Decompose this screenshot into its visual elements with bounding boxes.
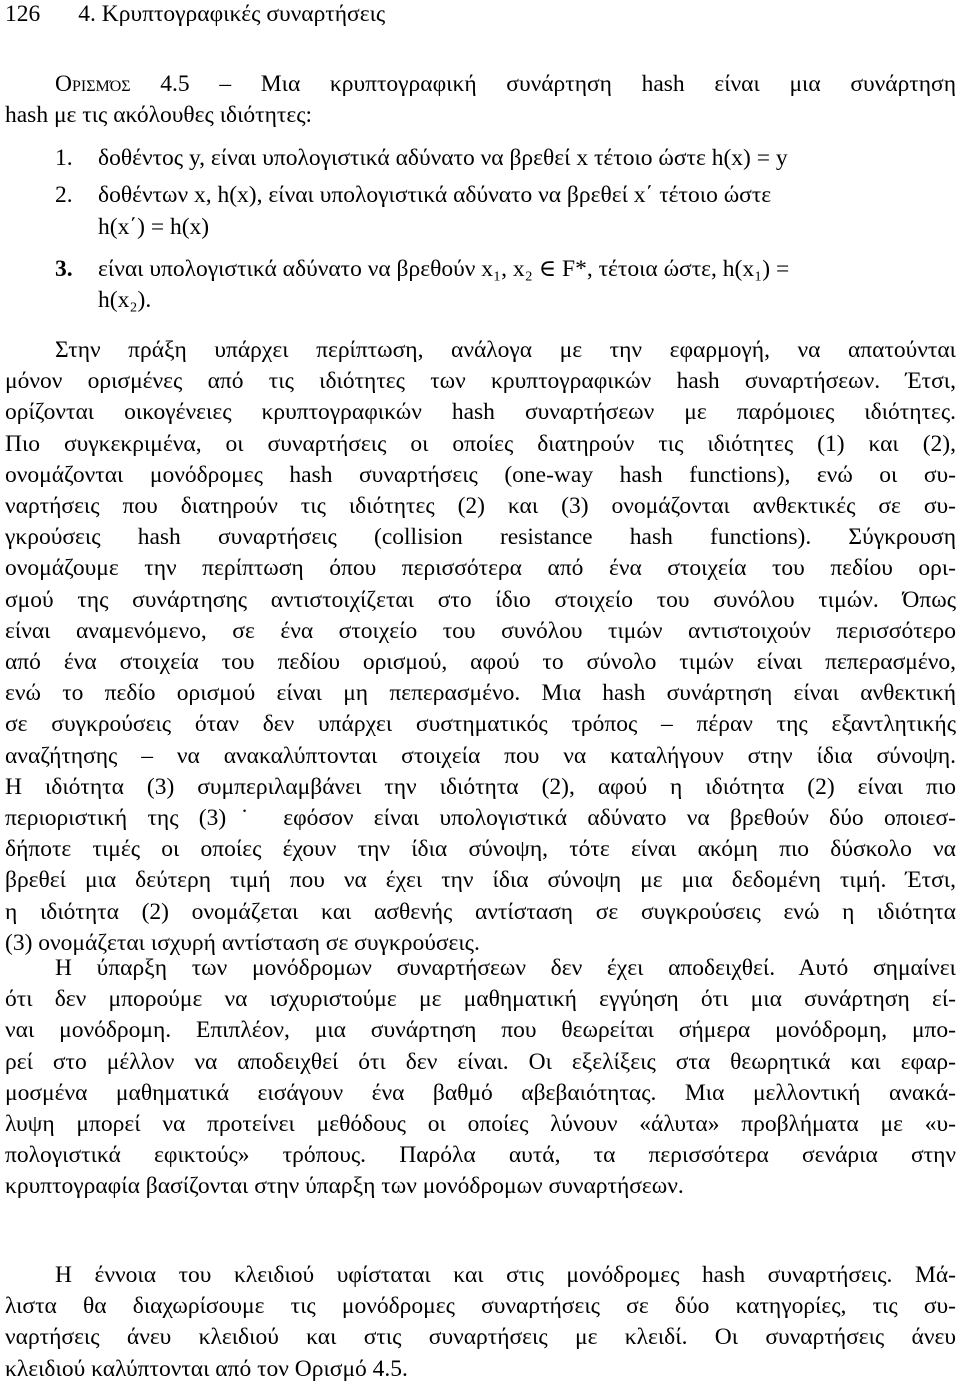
- text-line: Πιο συγκεκριμένα, οι συναρτήσεις οι οποίες διατηρούν τις ιδιότητες (1) και (2),: [5, 430, 956, 457]
- text-line: ενώ το πεδίο ορισμού είναι μη πεπερασμένο. Μια hash συνάρτηση είναι ανθεκτική: [5, 680, 956, 707]
- item-text: δοθέντων x, h(x), είναι υπολογιστικά αδύνατο να βρεθεί x΄ τέτοιο ώστε: [98, 182, 772, 208]
- text-line: Η ύπαρξη των μονόδρομων συναρτήσεων δεν έχει αποδειχθεί. Αυτό σημαίνει: [55, 955, 956, 981]
- text-line: ονομάζονται μονόδρομες hash συναρτήσεις (one-way hash functions), ενώ οι συ-: [5, 461, 956, 488]
- text-line: λιστα θα διαχωρίσουμε τις μονόδρομες συναρτήσεις σε δύο κατηγορίες, τις συ-: [5, 1293, 956, 1320]
- text-line: ναρτήσεις άνευ κλειδιού και στις συναρτήσεις με κλειδί. Οι συναρτήσεις άνευ: [5, 1324, 956, 1351]
- text-line: σε συγκρούσεις όταν δεν υπάρχει συστηματικός τρόπος – πέραν της εξαντλητικής: [5, 711, 956, 738]
- text-line: αναζήτησης – να ανακαλύπτονται στοιχεία που να καταλήγουν στην ίδια σύνοψη.: [5, 742, 956, 769]
- text-line: μοσμένα μαθηματικά εισάγουν ένα βαθμό αβεβαιότητας. Μια μελλοντική ανακά-: [5, 1079, 956, 1106]
- text-line: ότι δεν μπορούμε να ισχυριστούμε με μαθηματική εγγύηση ότι μια συνάρτηση εί-: [5, 986, 956, 1013]
- text-line: σμού της συνάρτησης αντιστοιχίζεται στο ίδιο στοιχείο του συνόλου τιμών. Όπως: [5, 586, 956, 613]
- text-line: πολογιστικά εφικτούς» τρόπους. Παρόλα αυτά, τα περισσότερα σενάρια στην: [5, 1142, 956, 1169]
- text-line: κρυπτογραφία βασίζονται στην ύπαρξη των μονόδρομων συναρτήσεων.: [5, 1173, 684, 1200]
- text-line: βρεθεί μια δεύτερη τιμή που να έχει την ίδια σύνοψη με μια δεδομένη τιμή. Έτσι,: [5, 867, 956, 894]
- definition-intro: – Μια κρυπτογραφική συνάρτηση hash είναι μια συνάρτηση: [219, 71, 957, 97]
- definition-line-2: hash με τις ακόλουθες ιδιότητες:: [5, 102, 313, 128]
- definition-item-1: [55, 144, 788, 173]
- definition-item-2-cont: h(x΄) = h(x): [98, 214, 210, 240]
- item-number: 1.: [55, 145, 73, 171]
- page-header: [5, 0, 385, 29]
- text-line: ρεί στο μέλλον να αποδειχθεί ότι δεν είναι. Οι εξελίξεις στα θεωρητικά και εφαρ-: [5, 1048, 956, 1075]
- item-number: 3.: [55, 256, 73, 282]
- definition-item-3: [55, 255, 789, 284]
- text-line: μόνον ορισμένες από τις ιδιότητες των κρυπτογραφικών hash συναρτήσεων. Έτσι,: [5, 368, 956, 395]
- text-line: Η έννοια του κλειδιού υφίσταται και στις μονόδρομες hash συναρτήσεις. Μά-: [55, 1262, 956, 1288]
- text-line: (3) ονομάζεται ισχυρή αντίσταση σε συγκρούσεις.: [5, 929, 480, 956]
- text-line: ναι μονόδρομη. Επιπλέον, μια συνάρτηση που θεωρείται σήμερα μονόδρομη, μπο-: [5, 1017, 956, 1044]
- text-line: είναι αναμενόμενο, σε ένα στοιχείο του συνόλου τιμών αντιστοιχούν περισσότερο: [5, 617, 956, 644]
- text-line: από ένα στοιχεία του πεδίου ορισμού, αφού το σύνολο τιμών είναι πεπερασμένο,: [5, 649, 956, 675]
- page-number: 126: [5, 1, 41, 27]
- text-line: κλειδιού καλύπτονται από τον Ορισμό 4.5.: [5, 1355, 408, 1382]
- definition-line-1: [55, 70, 956, 99]
- text-line: Η ιδιότητα (3) συμπεριλαμβάνει την ιδιότητα (2), αφού η ιδιότητα (2) είναι πιο: [5, 773, 956, 800]
- text-line: Στην πράξη υπάρχει περίπτωση, ανάλογα με την εφαρμογή, να απατούνται: [55, 337, 956, 363]
- item-text: δοθέντος y, είναι υπολογιστικά αδύνατο να βρεθεί x τέτοιο ώστε h(x) = y: [98, 145, 788, 171]
- text-line: περιοριστική της (3)˙ εφόσον είναι υπολογιστικά αδύνατο να βρεθούν δύο οποιεσ-: [5, 805, 956, 831]
- text-line: λυψη μπορεί να προτείνει μεθόδους οι οποίες λύνουν «άλυτα» προβλήματα με «υ-: [5, 1111, 956, 1137]
- definition-item-2: [55, 181, 956, 210]
- text-line: ναρτήσεις που διατηρούν τις ιδιότητες (2) και (3) ονομάζονται ανθεκτικές σε συ-: [5, 493, 956, 519]
- text-line: η ιδιότητα (2) ονομάζεται και ασθενής αντίσταση σε συγκρούσεις ενώ η ιδιότητα: [5, 898, 956, 925]
- definition-label: Ορισμός 4.5: [55, 71, 190, 97]
- text-line: ορίζονται οικογένειες κρυπτογραφικών hash συναρτήσεων με παρόμοιες ιδιότητες.: [5, 399, 956, 426]
- text-line: γκρούσεις hash συναρτήσεις (collision resistance hash functions). Σύγκρουση: [5, 524, 956, 551]
- text-line: δήποτε τιμές οι οποίες έχουν την ίδια σύνοψη, τότε είναι ακόμη πιο δύσκολο να: [5, 836, 956, 863]
- definition-item-3-cont: h(x₂).: [98, 287, 152, 313]
- item-text: είναι υπολογιστικά αδύνατο να βρεθούν x₁, x₂ ∈ F*, τέτοια ώστε, h(x₁) =: [98, 256, 790, 282]
- item-number: 2.: [55, 182, 73, 208]
- chapter-title: 4. Κρυπτογραφικές συναρτήσεις: [78, 1, 386, 27]
- text-line: ονομάζουμε την περίπτωση όπου περισσότερα από ένα στοιχεία του πεδίου ορι-: [5, 555, 956, 582]
